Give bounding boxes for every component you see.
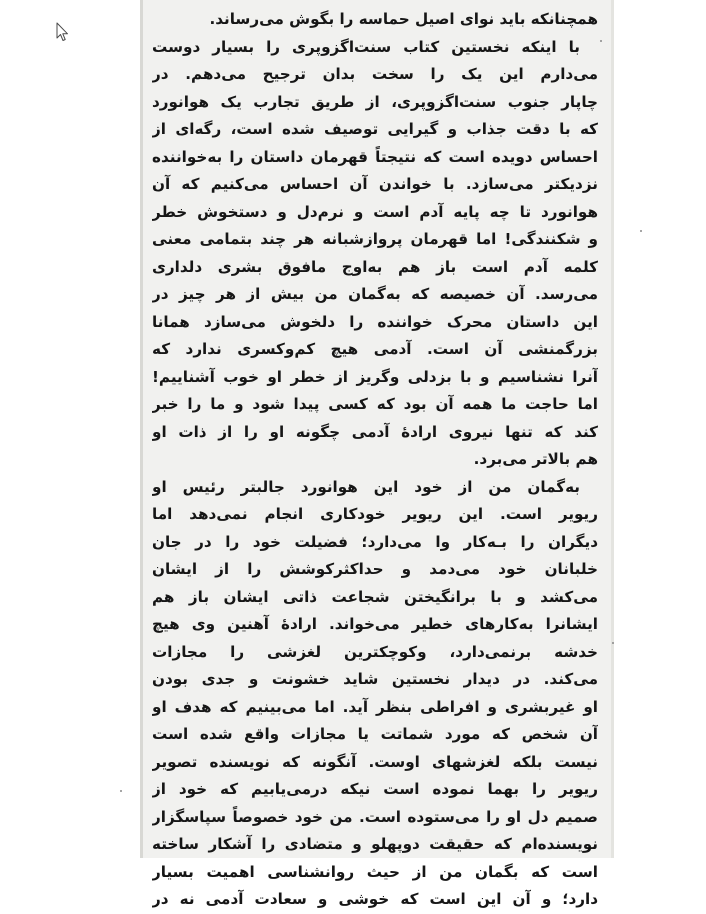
text-line: که با دقت جذاب و گیرایی توصیف شده است، رگه‌ای از xyxy=(152,120,598,138)
text-line: او غیربشری و افراطی بنظر آید. اما می‌بینیم که هدف او xyxy=(152,697,598,716)
text-line: ریویر است. این ریویر خودکاری انجام نمی‌دهد اما xyxy=(152,505,598,523)
text-line: بزرگمنشی آن است. آدمی هیچ کم‌وکسری ندارد که xyxy=(152,340,598,358)
text-line: نویسنده‌ام که حقیقت دوپهلو و متضادی را آشکار ساخته xyxy=(152,835,598,853)
text-line: احساس دویده است که نتیجتاً قهرمان داستان را به‌خواننده xyxy=(152,147,598,166)
text-line: دارد؛ و آن این است که خوشی و سعادت آدمی نه در xyxy=(152,890,598,908)
page-edge-right xyxy=(611,0,614,862)
text-line: نزدیکتر می‌سازد. با خواندن آن احساس می‌کنیم که آن xyxy=(152,175,598,193)
scan-speck xyxy=(120,790,122,792)
text-line: چاپار جنوب سنت‌اگزوپری، از طریق تجارب یک هوانورد xyxy=(152,92,598,111)
text-line: هم بالاتر می‌برد. xyxy=(473,450,598,468)
text-line: می‌کند. در دیدار نخستین شاید خشونت و جدی بودن xyxy=(152,670,598,688)
text-line: و شکنندگی! اما قهرمان پروازشبانه هر چند بتمامی معنی xyxy=(152,230,598,248)
text-line: با اینکه نخستین کتاب سنت‌اگزوپری را بسیار دوست xyxy=(152,37,580,56)
page-bottom-edge xyxy=(0,858,706,862)
page-text xyxy=(152,6,598,914)
text-line: کلمه آدم است باز هم به‌اوج مافوق بشری دلداری xyxy=(152,257,598,276)
text-line: است که بگمان من از حیث روانشناسی اهمیت بسیار xyxy=(152,862,598,881)
text-line: کند که تنها نیروی ارادهٔ آدمی چگونه او را از ذات او xyxy=(152,422,598,441)
page-edge-left xyxy=(140,0,143,862)
text-line: به‌گمان من از خود این هوانورد جالبتر رئیس او xyxy=(152,477,580,496)
text-line: ایشانرا به‌کارهای خطیر می‌خواند. ارادهٔ آهنین وی هیچ xyxy=(152,615,598,633)
text-line: اما حاجت ما همه آن بود که کسی پیدا شود و ما را خبر xyxy=(152,395,598,413)
text-line: آن شخص که مورد شماتت یا مجازات واقع شده است xyxy=(152,725,598,743)
text-line: ریویر را بهما نموده است نیکه درمی‌یابیم که خود از xyxy=(152,780,598,798)
scan-speck xyxy=(612,642,614,644)
text-line: هوانورد تا چه پایه آدم است و نرم‌دل و دستخوش خطر xyxy=(152,202,598,221)
text-line: می‌کشد و با برانگیختن شجاعت ذاتی ایشان باز هم xyxy=(152,587,598,606)
text-line: می‌دارم این یک را سخت بدان ترجیح می‌دهم. در xyxy=(152,65,598,83)
mouse-pointer-icon xyxy=(56,22,70,42)
text-line: صمیم دل او را می‌ستوده است. من خود خصوصاً سپاسگزار xyxy=(152,807,598,826)
scan-speck xyxy=(640,230,642,232)
text-line: دیگران را بـه‌کار وا می‌دارد؛ فضیلت خود را در جان xyxy=(152,532,598,551)
text-line: نیست بلکه لغزشهای اوست. آنگونه که نویسنده تصویر xyxy=(152,752,598,771)
text-line: خلبانان خود می‌دمد و حداکثرکوشش را از ایشان xyxy=(152,560,598,578)
text-line: همچنانکه باید نوای اصیل حماسه را بگوش می‌رساند. xyxy=(209,10,598,28)
text-line: آنرا نشناسیم و با بزدلی وگریز از خطر او خوب آشناییم! xyxy=(152,367,598,386)
text-line: می‌رسد. آن خصیصه که به‌گمان من بیش از هر چیز در xyxy=(152,285,598,303)
text-line: این داستان محرک خواننده را دلخوش می‌سازد همانا xyxy=(152,312,598,331)
scan-speck xyxy=(600,40,602,42)
text-line: خدشه برنمی‌دارد، وکوچکترین لغزشی را مجازات xyxy=(152,642,598,661)
